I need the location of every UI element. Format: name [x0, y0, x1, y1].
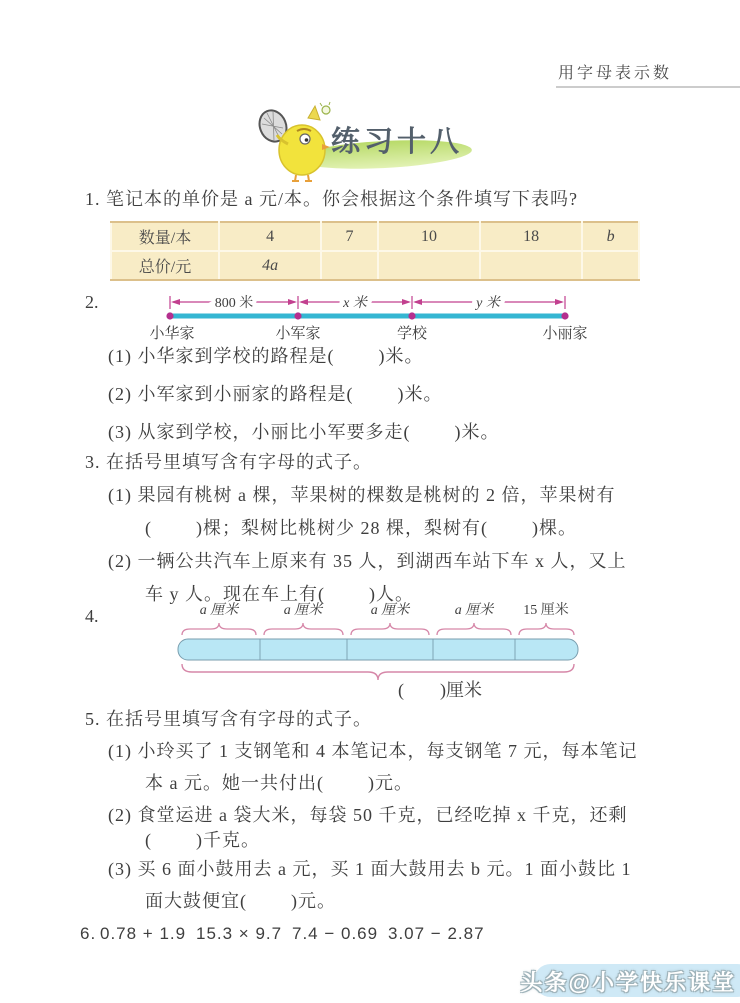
q6-expression-2: 15.3 × 9.7 — [196, 924, 283, 943]
q3-item1-line2: ( )棵；梨树比桃树少 28 棵，梨树有( )棵。 — [145, 518, 577, 538]
q5-item1-line2: 本 a 元。她一共付出( )元。 — [145, 773, 413, 793]
chick-with-racket-icon — [252, 98, 336, 184]
q1-cell-blank — [582, 251, 639, 280]
q2-segment-label-ym: y 米 — [476, 296, 500, 311]
q1-cell: 10 — [378, 222, 480, 251]
q1-cell-blank — [321, 251, 378, 280]
q1-cell: b — [582, 222, 639, 251]
q5-prompt: 5. 在括号里填写含有字母的式子。 — [85, 709, 372, 729]
q1-cell: 4 — [219, 222, 321, 251]
q2-segment-label-xm: x 米 — [343, 296, 367, 311]
q3-item2-line1: (2) 一辆公共汽车上原来有 35 人，到湖西车站下车 x 人，又上 — [108, 551, 627, 571]
q3-prompt: 3. 在括号里填写含有字母的式子。 — [85, 452, 372, 472]
chapter-underline — [556, 86, 740, 88]
q1-table-row-price — [111, 251, 639, 280]
q4-seg-label-1: a 厘米 — [199, 603, 239, 618]
watermark — [440, 958, 740, 1000]
q1-table-row-quantity — [111, 222, 639, 251]
q1-row2-label: 总价/元 — [111, 251, 219, 280]
q1-cell-blank — [378, 251, 480, 280]
q5-item1-line1: (1) 小玲买了 1 支钢笔和 4 本笔记本，每支钢笔 7 元，每本笔记 — [108, 741, 638, 761]
q4-seg-label-2: a 厘米 — [283, 603, 323, 618]
q3-item2-line2: 车 y 人。现在车上有( )人。 — [145, 584, 414, 604]
q4-seg-label-5: 15 厘米 — [523, 603, 569, 618]
chapter-header: 用字母表示数 — [558, 65, 673, 82]
q2-item-1: (1) 小华家到学校的路程是( )米。 — [108, 346, 424, 366]
q2-item-3: (3) 从家到学校，小丽比小军要多走( )米。 — [108, 422, 500, 442]
q4-segment-labels — [200, 601, 569, 618]
q5-item2-line1: (2) 食堂运进 a 袋大米，每袋 50 千克，已经吃掉 x 千克，还剩 — [108, 805, 628, 825]
q1-cell-blank — [480, 251, 582, 280]
q6-expression-4: 3.07 − 2.87 — [388, 924, 485, 943]
shuttlecock-icon — [320, 102, 330, 114]
q4-number: 4. — [85, 606, 99, 626]
q1-cell: 18 — [480, 222, 582, 251]
chick-body — [277, 106, 330, 181]
q6-expression-1: 0.78 + 1.9 — [100, 924, 187, 943]
exercise-title: 练习十八 — [331, 126, 464, 158]
q4-bar — [178, 639, 578, 660]
q2-distance-diagram — [140, 288, 595, 344]
q4-small-braces — [182, 623, 574, 635]
q6-number: 6. — [80, 924, 97, 943]
q2-point-xiaohua: 小华家 — [149, 326, 195, 342]
q6-expression-3: 7.4 − 0.69 — [292, 924, 379, 943]
q5-item3-line1: (3) 买 6 面小鼓用去 a 元，买 1 面大鼓用去 b 元。1 面小鼓比 1 — [108, 859, 632, 879]
q4-total-label: ( )厘米 — [398, 680, 482, 700]
q2-point-school: 学校 — [396, 326, 428, 342]
q3-item1-line1: (1) 果园有桃树 a 棵，苹果树的棵数是桃树的 2 倍，苹果树有 — [108, 485, 616, 505]
q1-cell: 7 — [321, 222, 378, 251]
q2-point-xiaoli: 小丽家 — [542, 326, 588, 342]
q2-number: 2. — [85, 292, 99, 312]
location-labels — [149, 324, 587, 342]
q2-segment-label-800m: 800 米 — [214, 296, 254, 311]
q5-item2-line2: ( )千克。 — [145, 830, 260, 850]
q4-seg-label-4: a 厘米 — [454, 603, 494, 618]
q2-item-2: (2) 小军家到小丽家的路程是( )米。 — [108, 384, 443, 404]
q1-table — [110, 221, 640, 281]
q1-prompt: 1. 笔记本的单价是 a 元/本。你会根据这个条件填写下表吗? — [85, 189, 578, 209]
q5-item3-line2: 面大鼓便宜( )元。 — [145, 891, 336, 911]
q2-point-xiaojun: 小军家 — [275, 326, 321, 342]
q1-cell: 4a — [219, 251, 321, 280]
q4-bar-diagram — [155, 598, 605, 698]
q4-seg-label-3: a 厘米 — [370, 603, 410, 618]
watermark-text: 头条@小学快乐课堂 — [520, 970, 736, 995]
q1-row1-label: 数量/本 — [111, 222, 219, 251]
